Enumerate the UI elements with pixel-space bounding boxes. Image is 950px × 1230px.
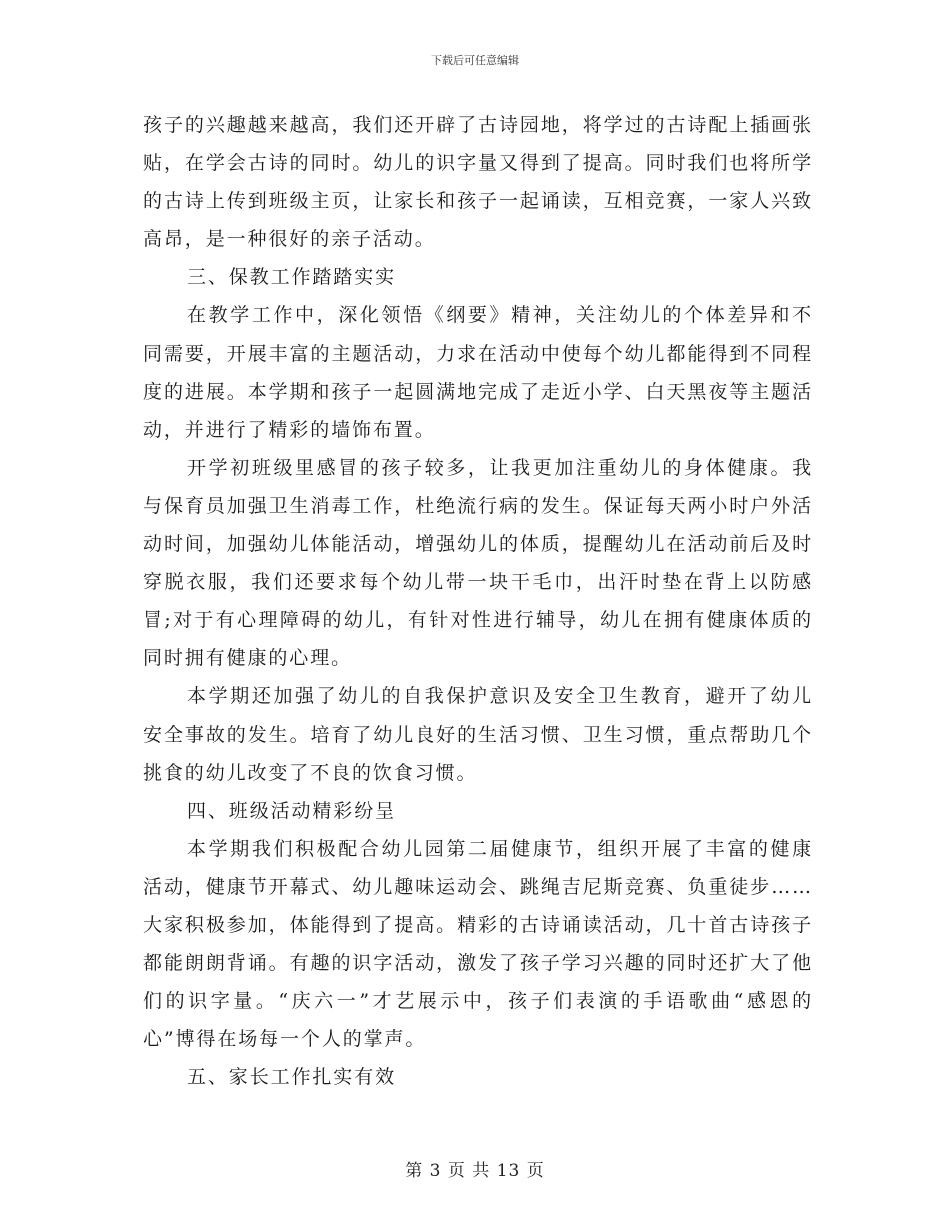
paragraph-1: 孩子的兴趣越来越高，我们还开辟了古诗园地，将学过的古诗配上插画张贴，在学会古诗的同时。幼儿的识字量又得到了提高。同时我们也将所学的古诗上传到班级主页，让家长和孩子一起诵读，互相竞赛，一家人兴致高昂，是一种很好的亲子活动。 bbox=[143, 114, 813, 251]
section-heading-5: 五、家长工作扎实有效 bbox=[187, 1066, 397, 1089]
document-body bbox=[143, 106, 813, 1096]
section-heading-3: 三、保教工作踏踏实实 bbox=[187, 266, 397, 289]
section-heading-4: 四、班级活动精彩纷呈 bbox=[187, 799, 397, 822]
page-number-footer: 第 3 页 共 13 页 bbox=[405, 1161, 545, 1181]
paragraph-3: 开学初班级里感冒的孩子较多，让我更加注重幼儿的身体健康。我与保育员加强卫生消毒工作，杜绝流行病的发生。保证每天两小时户外活动时间，加强幼儿体能活动，增强幼儿的体质，提醒幼儿在活动前后及时穿脱衣服，我们还要求每个幼儿带一块干毛巾，出汗时垫在背上以防感冒;对于有心理障碍的幼儿，有针对性进行辅导，幼儿在拥有健康体质的同时拥有健康的心理。 bbox=[143, 456, 813, 670]
paragraph-5: 本学期我们积极配合幼儿园第二届健康节，组织开展了丰富的健康活动，健康节开幕式、幼儿趣味运动会、跳绳吉尼斯竞赛、负重徒步……大家积极参加，体能得到了提高。精彩的古诗诵读活动，几十首古诗孩子都能朗朗背诵。有趣的识字活动，激发了孩子学习兴趣的同时还扩大了他们的识字量。“庆六一”才艺展示中，孩子们表演的手语歌曲“感恩的心”博得在场每一个人的掌声。 bbox=[143, 837, 813, 1051]
paragraph-4: 本学期还加强了幼儿的自我保护意识及安全卫生教育，避开了幼儿安全事故的发生。培育了幼儿良好的生活习惯、卫生习惯，重点帮助几个挑食的幼儿改变了不良的饮食习惯。 bbox=[143, 685, 813, 784]
page-header: 下载后可任意编辑 bbox=[431, 54, 519, 67]
paragraph-2: 在教学工作中，深化领悟《纲要》精神，关注幼儿的个体差异和不同需要，开展丰富的主题活动，力求在活动中使每个幼儿都能得到不同程度的进展。本学期和孩子一起圆满地完成了走近小学、白天黑夜等主题活动，并进行了精彩的墙饰布置。 bbox=[143, 304, 813, 441]
